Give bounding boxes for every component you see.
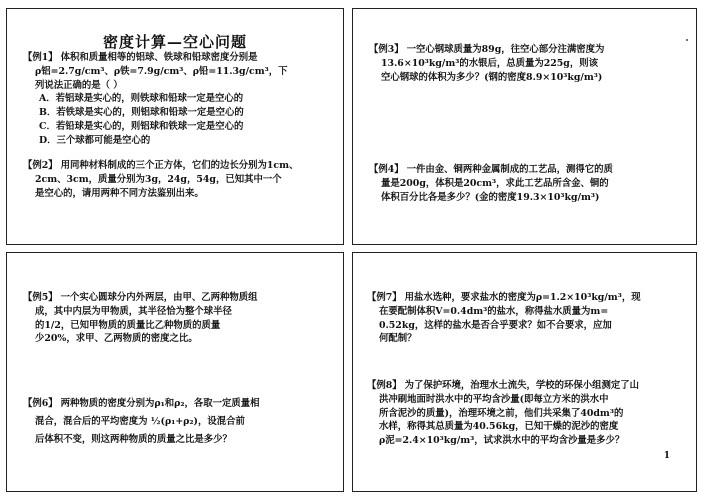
example-1-tag: 【例1】	[23, 52, 58, 63]
example-1	[23, 51, 335, 148]
example-4-line-2: 量是200g，体积是20cm³，求此工艺品所含金、铜的	[381, 177, 609, 189]
example-7-tag: 【例7】	[367, 292, 402, 303]
slide-panel-3	[6, 252, 344, 492]
example-2	[23, 159, 335, 200]
example-1-option-b: B．若铁球是实心的，则铝球和铅球一定是空心的	[39, 107, 244, 119]
example-7	[367, 291, 689, 346]
example-8-tag: 【例8】	[367, 380, 402, 391]
example-4	[369, 163, 687, 204]
example-3	[369, 43, 687, 84]
example-4-line-1: 一件由金、铜两种金属制成的工艺品，测得它的质	[406, 164, 613, 175]
slide-panel-2	[352, 8, 697, 245]
example-2-line-1: 用同种材料制成的三个正方体，它们的边长分别为1cm、	[60, 160, 299, 171]
example-1-line-2: ρ铝=2.7g/cm³、ρ铁=7.9g/cm³、ρ铅=11.3g/cm³，下	[35, 65, 288, 77]
slide-panel-1	[6, 8, 344, 245]
corner-dot	[686, 39, 688, 41]
page-number: 1	[663, 451, 670, 461]
example-6-line-1: 两种物质的密度分别为ρ₁和ρ₂，各取一定质量相	[60, 398, 260, 409]
example-1-line-3: 列说法正确的是（ ）	[35, 79, 123, 91]
example-8-line-2: 洪冲刷地面时洪水中的平均含沙量(即每立方米的洪水中	[379, 393, 609, 405]
example-8-line-5: ρ泥=2.4×10³kg/m³，试求洪水中的平均含沙量是多少？	[379, 435, 625, 447]
example-2-line-3: 是空心的，请用两种不同方法鉴别出来。	[35, 187, 204, 199]
example-7-line-4: 何配制？	[379, 333, 417, 345]
example-1-option-a: A．若铝球是实心的，则铁球和铅球一定是空心的	[39, 93, 244, 105]
example-7-line-1: 用盐水选种，要求盐水的密度为ρ=1.2×10³kg/m³，现	[404, 292, 641, 303]
example-2-line-2: 2cm、3cm，质量分别为3g，24g，54g，已知其中一个	[35, 173, 282, 185]
example-7-line-3: 0.52kg，这样的盐水是否合乎要求？如不合要求，应加	[379, 319, 612, 331]
example-6	[23, 395, 335, 449]
example-3-line-2: 13.6×10³kg/m³的水银后，总质量为225g，则该	[381, 57, 598, 69]
example-1-option-c: C．若铅球是实心的，则铝球和铁球一定是空心的	[39, 120, 244, 132]
example-3-line-1: 一空心钢球质量为89g，往空心部分注满密度为	[406, 44, 605, 55]
example-5	[23, 291, 335, 346]
example-5-line-4: 少20%，求甲、乙两物质的密度之比。	[35, 333, 198, 345]
example-7-line-2: 在要配制体积V=0.4dm³的盐水，称得盐水质量为m=	[379, 305, 609, 317]
example-6-line-3: 后体积不变，则这两种物质的质量之比是多少？	[35, 434, 232, 445]
example-1-option-d: D．三个球都可能是空心的	[39, 134, 151, 146]
example-6-tag: 【例6】	[23, 398, 58, 409]
example-5-line-1: 一个实心圆球分内外两层，由甲、乙两种物质组	[60, 292, 258, 303]
example-3-line-3: 空心钢球的体积为多少？(钢的密度8.9×10³kg/m³)	[381, 71, 603, 83]
example-8	[367, 379, 689, 448]
example-5-line-2: 成，其中内层为甲物质，其半径恰为整个球半径	[35, 305, 232, 317]
example-8-line-4: 水样，称得其总质量为40.56kg，已知干燥的泥沙的密度	[379, 421, 619, 433]
example-3-tag: 【例3】	[369, 44, 404, 55]
example-6-line-2: 混合，混合后的平均密度为 ½(ρ₁+ρ₂)，设混合前	[35, 416, 245, 427]
page-title: 密度计算—空心问题	[102, 33, 247, 51]
example-8-line-3: 所含泥沙的质量)，治理环境之前，他们共采集了40dm³的	[379, 407, 624, 419]
example-2-tag: 【例2】	[23, 160, 58, 171]
example-5-line-3: 的1/2，已知甲物质的质量比乙种物质的质量	[35, 319, 221, 331]
example-4-tag: 【例4】	[369, 164, 404, 175]
slide-panel-4	[352, 252, 697, 492]
example-1-line-1: 体积和质量相等的铝球、铁球和铅球密度分别是	[60, 52, 258, 63]
example-5-tag: 【例5】	[23, 292, 58, 303]
example-4-line-3: 体积百分比各是多少？(金的密度19.3×10³kg/m³)	[381, 191, 600, 203]
example-8-line-1: 为了保护环境，治理水土流失，学校的环保小组测定了山	[404, 380, 640, 391]
